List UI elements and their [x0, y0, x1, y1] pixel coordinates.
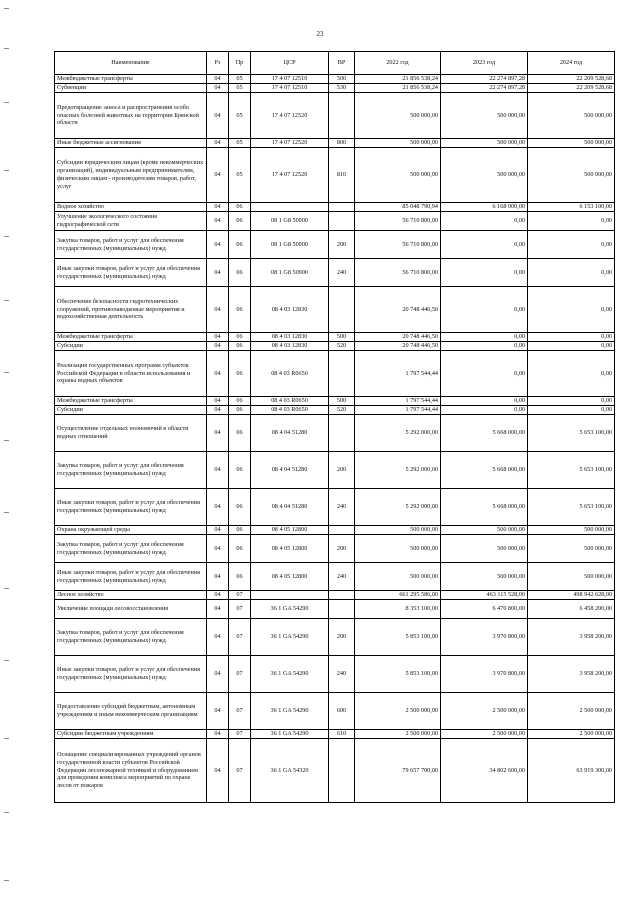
row-2023-cell: 0,00 — [441, 287, 528, 333]
row-2023-cell: 2 500 000,00 — [441, 693, 528, 730]
row-pr-cell: 07 — [229, 591, 251, 600]
row-vr-cell: 500 — [329, 333, 355, 342]
row-2023-cell: 5 668 000,00 — [441, 489, 528, 526]
table-row — [55, 342, 615, 351]
budget-table — [54, 51, 615, 803]
row-2024-cell: 500 000,00 — [528, 148, 615, 203]
row-rz-cell: 04 — [207, 406, 229, 415]
row-2024-cell: 6 458 200,00 — [528, 600, 615, 619]
row-2022-cell: 20 748 446,50 — [355, 333, 441, 342]
row-rz-cell: 04 — [207, 535, 229, 563]
row-name-cell: Закупка товаров, работ и услуг для обеспечения государственных (муниципальных) нужд — [55, 619, 207, 656]
table-row — [55, 489, 615, 526]
row-name-cell: Иные бюджетные ассигнования — [55, 139, 207, 148]
table-row — [55, 75, 615, 84]
row-vr-cell: 600 — [329, 693, 355, 730]
row-2023-cell: 500 000,00 — [441, 139, 528, 148]
row-rz-cell: 04 — [207, 231, 229, 259]
row-2022-cell: 85 048 790,94 — [355, 203, 441, 212]
row-2023-cell: 0,00 — [441, 212, 528, 231]
row-rz-cell: 04 — [207, 203, 229, 212]
header-2023: 2023 год — [441, 52, 528, 75]
row-2024-cell: 3 958 200,00 — [528, 619, 615, 656]
row-name-cell: Межбюджетные трансферты — [55, 333, 207, 342]
row-vr-cell: 500 — [329, 75, 355, 84]
row-vr-cell: 240 — [329, 656, 355, 693]
table-row — [55, 203, 615, 212]
row-csr-cell: 36 1 GA 54290 — [251, 600, 329, 619]
row-vr-cell — [329, 591, 355, 600]
header-rz: Рз — [207, 52, 229, 75]
table-row — [55, 452, 615, 489]
row-name-cell: Закупка товаров, работ и услуг для обеспечения государственных (муниципальных) нужд — [55, 231, 207, 259]
row-pr-cell: 06 — [229, 351, 251, 397]
row-2023-cell: 3 970 800,00 — [441, 656, 528, 693]
row-2024-cell: 500 000,00 — [528, 139, 615, 148]
row-2024-cell: 0,00 — [528, 231, 615, 259]
row-csr-cell: 08 4 03 12830 — [251, 287, 329, 333]
row-2022-cell: 20 748 446,50 — [355, 342, 441, 351]
row-2024-cell: 0,00 — [528, 351, 615, 397]
row-2024-cell: 3 958 200,00 — [528, 656, 615, 693]
row-2023-cell: 22 274 897,28 — [441, 84, 528, 93]
row-pr-cell: 06 — [229, 203, 251, 212]
row-pr-cell: 06 — [229, 452, 251, 489]
row-pr-cell: 06 — [229, 212, 251, 231]
row-csr-cell: 08 4 05 12800 — [251, 563, 329, 591]
row-csr-cell: 08 4 03 R0650 — [251, 351, 329, 397]
row-pr-cell: 06 — [229, 415, 251, 452]
row-pr-cell: 05 — [229, 75, 251, 84]
row-vr-cell — [329, 739, 355, 803]
table-row — [55, 619, 615, 656]
row-name-cell: Субсидии юридическим лицам (кроме некоммерческих организаций), индивидуальным предпринимателям, физическим лицам - производителям товаров, работ, услуг — [55, 148, 207, 203]
row-2023-cell: 3 970 800,00 — [441, 619, 528, 656]
row-name-cell: Улучшение экологического состояния гидрографической сети — [55, 212, 207, 231]
row-rz-cell: 04 — [207, 656, 229, 693]
row-rz-cell: 04 — [207, 600, 229, 619]
row-rz-cell: 04 — [207, 730, 229, 739]
table-row — [55, 212, 615, 231]
row-pr-cell: 06 — [229, 333, 251, 342]
row-name-cell: Закупка товаров, работ и услуг для обеспечения государственных (муниципальных) нужд — [55, 452, 207, 489]
row-vr-cell: 200 — [329, 535, 355, 563]
row-2023-cell: 500 000,00 — [441, 535, 528, 563]
row-2024-cell: 0,00 — [528, 342, 615, 351]
row-2024-cell: 6 153 100,00 — [528, 203, 615, 212]
row-2023-cell: 0,00 — [441, 342, 528, 351]
table-row — [55, 563, 615, 591]
row-vr-cell: 810 — [329, 148, 355, 203]
row-pr-cell: 07 — [229, 730, 251, 739]
row-name-cell: Субсидии — [55, 406, 207, 415]
table-row — [55, 259, 615, 287]
row-csr-cell: 17 4 07 12510 — [251, 84, 329, 93]
row-csr-cell: 17 4 07 12520 — [251, 93, 329, 139]
row-csr-cell: 08 4 05 12800 — [251, 535, 329, 563]
row-name-cell: Осуществление отдельных полномочий в области водных отношений — [55, 415, 207, 452]
row-csr-cell: 36 1 GA 54290 — [251, 693, 329, 730]
row-2024-cell: 2 500 000,00 — [528, 730, 615, 739]
row-2022-cell: 5 292 000,00 — [355, 415, 441, 452]
row-name-cell: Предотвращение заноса и распространения особо опасных болезней животных на территории Брянской области — [55, 93, 207, 139]
row-2023-cell: 0,00 — [441, 231, 528, 259]
row-2023-cell: 6 168 000,00 — [441, 203, 528, 212]
row-vr-cell — [329, 93, 355, 139]
row-2022-cell: 21 856 538,24 — [355, 84, 441, 93]
row-2023-cell: 34 802 600,00 — [441, 739, 528, 803]
row-2024-cell: 500 000,00 — [528, 93, 615, 139]
table-row — [55, 730, 615, 739]
row-2022-cell: 661 295 586,00 — [355, 591, 441, 600]
row-vr-cell: 530 — [329, 84, 355, 93]
table-row — [55, 656, 615, 693]
row-2022-cell: 5 853 100,00 — [355, 656, 441, 693]
row-2024-cell: 0,00 — [528, 397, 615, 406]
row-2022-cell: 5 292 000,00 — [355, 452, 441, 489]
row-2023-cell: 0,00 — [441, 397, 528, 406]
row-2023-cell: 0,00 — [441, 406, 528, 415]
row-name-cell: Закупка товаров, работ и услуг для обеспечения государственных (муниципальных) нужд — [55, 535, 207, 563]
row-vr-cell — [329, 415, 355, 452]
row-2023-cell: 500 000,00 — [441, 563, 528, 591]
row-vr-cell: 240 — [329, 489, 355, 526]
header-vr: ВР — [329, 52, 355, 75]
row-2023-cell: 5 668 000,00 — [441, 452, 528, 489]
row-name-cell: Межбюджетные трансферты — [55, 397, 207, 406]
row-csr-cell: 08 4 03 12830 — [251, 342, 329, 351]
row-pr-cell: 05 — [229, 93, 251, 139]
row-csr-cell: 36 1 GA 54290 — [251, 730, 329, 739]
row-csr-cell: 36 1 GA 54290 — [251, 619, 329, 656]
row-vr-cell — [329, 526, 355, 535]
row-pr-cell: 05 — [229, 148, 251, 203]
row-name-cell: Водное хозяйство — [55, 203, 207, 212]
header-2022: 2022 год — [355, 52, 441, 75]
row-2022-cell: 1 797 544,44 — [355, 351, 441, 397]
row-2023-cell: 500 000,00 — [441, 526, 528, 535]
row-csr-cell: 08 4 03 R0650 — [251, 406, 329, 415]
row-2023-cell: 5 668 000,00 — [441, 415, 528, 452]
row-name-cell: Иные закупки товаров, работ и услуг для обеспечения государственных (муниципальных) нужд — [55, 656, 207, 693]
table-row — [55, 415, 615, 452]
row-2023-cell: 22 274 897,28 — [441, 75, 528, 84]
row-pr-cell: 06 — [229, 489, 251, 526]
row-vr-cell: 240 — [329, 563, 355, 591]
row-csr-cell: 08 4 05 12800 — [251, 526, 329, 535]
row-2024-cell: 5 653 100,00 — [528, 415, 615, 452]
table-row — [55, 148, 615, 203]
row-2024-cell: 63 919 300,00 — [528, 739, 615, 803]
table-row — [55, 351, 615, 397]
row-2023-cell: 0,00 — [441, 333, 528, 342]
row-pr-cell: 06 — [229, 535, 251, 563]
row-2024-cell: 498 942 628,00 — [528, 591, 615, 600]
table-row — [55, 333, 615, 342]
table-row — [55, 397, 615, 406]
row-name-cell: Обеспечение безопасности гидротехнических сооружений, противопаводковые мероприятия и водохозяйственная деятельность — [55, 287, 207, 333]
row-2024-cell: 0,00 — [528, 333, 615, 342]
table-row — [55, 84, 615, 93]
row-vr-cell — [329, 287, 355, 333]
row-vr-cell — [329, 351, 355, 397]
row-2024-cell: 22 209 528,68 — [528, 75, 615, 84]
row-rz-cell: 04 — [207, 452, 229, 489]
row-2023-cell: 0,00 — [441, 351, 528, 397]
row-2022-cell: 2 500 000,00 — [355, 693, 441, 730]
row-vr-cell: 200 — [329, 231, 355, 259]
row-vr-cell: 520 — [329, 406, 355, 415]
row-vr-cell — [329, 203, 355, 212]
row-2024-cell: 0,00 — [528, 287, 615, 333]
row-2022-cell: 56 710 800,00 — [355, 212, 441, 231]
row-rz-cell: 04 — [207, 333, 229, 342]
row-pr-cell: 06 — [229, 287, 251, 333]
row-rz-cell: 04 — [207, 148, 229, 203]
row-rz-cell: 04 — [207, 591, 229, 600]
row-pr-cell: 05 — [229, 139, 251, 148]
row-vr-cell: 800 — [329, 139, 355, 148]
row-csr-cell: 08 4 04 51280 — [251, 452, 329, 489]
row-csr-cell: 17 4 07 12510 — [251, 75, 329, 84]
row-csr-cell — [251, 591, 329, 600]
table-row — [55, 406, 615, 415]
row-rz-cell: 04 — [207, 139, 229, 148]
scan-edge-marks — [2, 0, 10, 905]
row-pr-cell: 06 — [229, 526, 251, 535]
row-name-cell: Иные закупки товаров, работ и услуг для обеспечения государственных (муниципальных) нужд — [55, 489, 207, 526]
row-name-cell: Реализация государственных программ субъектов Российской Федерации в области использования и охраны водных объектов — [55, 351, 207, 397]
row-rz-cell: 04 — [207, 563, 229, 591]
row-rz-cell: 04 — [207, 212, 229, 231]
row-2024-cell: 500 000,00 — [528, 535, 615, 563]
row-2022-cell: 500 000,00 — [355, 93, 441, 139]
row-vr-cell — [329, 212, 355, 231]
row-2022-cell: 1 797 544,44 — [355, 397, 441, 406]
row-2024-cell: 0,00 — [528, 212, 615, 231]
row-pr-cell: 06 — [229, 406, 251, 415]
row-2023-cell: 2 500 000,00 — [441, 730, 528, 739]
row-csr-cell: 08 4 04 51280 — [251, 489, 329, 526]
row-vr-cell: 500 — [329, 397, 355, 406]
row-pr-cell: 07 — [229, 619, 251, 656]
row-2022-cell: 500 000,00 — [355, 563, 441, 591]
row-rz-cell: 04 — [207, 397, 229, 406]
row-rz-cell: 04 — [207, 415, 229, 452]
row-2023-cell: 0,00 — [441, 259, 528, 287]
row-vr-cell: 610 — [329, 730, 355, 739]
row-csr-cell: 08 4 03 R0650 — [251, 397, 329, 406]
row-csr-cell — [251, 203, 329, 212]
row-2022-cell: 20 748 446,50 — [355, 287, 441, 333]
row-pr-cell: 07 — [229, 600, 251, 619]
row-2024-cell: 2 500 000,00 — [528, 693, 615, 730]
row-name-cell: Охрана окружающей среды — [55, 526, 207, 535]
row-vr-cell: 200 — [329, 619, 355, 656]
table-row — [55, 231, 615, 259]
row-pr-cell: 06 — [229, 342, 251, 351]
row-csr-cell: 36 1 GA 54320 — [251, 739, 329, 803]
row-2022-cell: 8 353 100,00 — [355, 600, 441, 619]
row-2022-cell: 21 856 538,24 — [355, 75, 441, 84]
row-csr-cell: 08 4 03 12830 — [251, 333, 329, 342]
row-name-cell: Межбюджетные трансферты — [55, 75, 207, 84]
row-2023-cell: 500 000,00 — [441, 93, 528, 139]
row-rz-cell: 04 — [207, 619, 229, 656]
header-csr: ЦСР — [251, 52, 329, 75]
row-2024-cell: 22 209 528,68 — [528, 84, 615, 93]
table-row — [55, 535, 615, 563]
table-row — [55, 139, 615, 148]
header-pr: Пр — [229, 52, 251, 75]
row-vr-cell: 520 — [329, 342, 355, 351]
row-2022-cell: 5 853 100,00 — [355, 619, 441, 656]
row-2024-cell: 500 000,00 — [528, 563, 615, 591]
row-2022-cell: 500 000,00 — [355, 139, 441, 148]
table-row — [55, 287, 615, 333]
row-csr-cell: 17 4 07 12520 — [251, 148, 329, 203]
row-2022-cell: 500 000,00 — [355, 535, 441, 563]
row-2023-cell: 6 470 800,00 — [441, 600, 528, 619]
row-csr-cell: 08 4 04 51280 — [251, 415, 329, 452]
row-2024-cell: 0,00 — [528, 406, 615, 415]
row-vr-cell — [329, 600, 355, 619]
row-name-cell: Увеличение площади лесовосстановления — [55, 600, 207, 619]
row-pr-cell: 06 — [229, 259, 251, 287]
row-2024-cell: 500 000,00 — [528, 526, 615, 535]
row-rz-cell: 04 — [207, 93, 229, 139]
row-2022-cell: 1 797 544,44 — [355, 406, 441, 415]
row-csr-cell: 08 1 G8 50900 — [251, 259, 329, 287]
row-2022-cell: 2 500 000,00 — [355, 730, 441, 739]
row-pr-cell: 07 — [229, 693, 251, 730]
header-name: Наименование — [55, 52, 207, 75]
row-csr-cell: 08 1 G8 50900 — [251, 212, 329, 231]
row-rz-cell: 04 — [207, 75, 229, 84]
row-pr-cell: 06 — [229, 563, 251, 591]
table-row — [55, 600, 615, 619]
row-pr-cell: 06 — [229, 231, 251, 259]
row-vr-cell: 200 — [329, 452, 355, 489]
row-pr-cell: 05 — [229, 84, 251, 93]
table-row — [55, 591, 615, 600]
row-rz-cell: 04 — [207, 526, 229, 535]
row-rz-cell: 04 — [207, 84, 229, 93]
row-rz-cell: 04 — [207, 287, 229, 333]
row-name-cell: Иные закупки товаров, работ и услуг для обеспечения государственных (муниципальных) нужд — [55, 563, 207, 591]
row-2022-cell: 56 710 800,00 — [355, 231, 441, 259]
table-header-row — [55, 52, 615, 75]
row-name-cell: Предоставление субсидий бюджетным, автономным учреждениям и иным некоммерческим организациям — [55, 693, 207, 730]
row-csr-cell: 08 1 G8 50900 — [251, 231, 329, 259]
row-2022-cell: 56 710 800,00 — [355, 259, 441, 287]
row-name-cell: Субвенции — [55, 84, 207, 93]
row-2023-cell: 500 000,00 — [441, 148, 528, 203]
row-rz-cell: 04 — [207, 342, 229, 351]
row-name-cell: Иные закупки товаров, работ и услуг для обеспечения государственных (муниципальных) нужд — [55, 259, 207, 287]
row-2024-cell: 5 653 100,00 — [528, 452, 615, 489]
row-2023-cell: 463 115 528,00 — [441, 591, 528, 600]
table-row — [55, 526, 615, 535]
page-number: 23 — [316, 30, 324, 38]
row-name-cell: Оснащение специализированных учреждений органов государственной власти субъектов Российской Федерации лесопожарной техникой и оборудованием для проведения комплекса мероприятий по охране лесов от пожаров — [55, 739, 207, 803]
row-name-cell: Субсидии — [55, 342, 207, 351]
header-2024: 2024 год — [528, 52, 615, 75]
row-rz-cell: 04 — [207, 693, 229, 730]
row-vr-cell: 240 — [329, 259, 355, 287]
row-2022-cell: 79 657 700,00 — [355, 739, 441, 803]
row-csr-cell: 17 4 07 12520 — [251, 139, 329, 148]
row-pr-cell: 06 — [229, 397, 251, 406]
row-2022-cell: 500 000,00 — [355, 526, 441, 535]
table-row — [55, 739, 615, 803]
row-rz-cell: 04 — [207, 489, 229, 526]
row-name-cell: Лесное хозяйство — [55, 591, 207, 600]
row-rz-cell: 04 — [207, 351, 229, 397]
row-2024-cell: 5 653 100,00 — [528, 489, 615, 526]
row-rz-cell: 04 — [207, 259, 229, 287]
row-2022-cell: 5 292 000,00 — [355, 489, 441, 526]
row-csr-cell: 36 1 GA 54290 — [251, 656, 329, 693]
row-2024-cell: 0,00 — [528, 259, 615, 287]
table-row — [55, 93, 615, 139]
table-row — [55, 693, 615, 730]
row-name-cell: Субсидии бюджетным учреждениям — [55, 730, 207, 739]
row-rz-cell: 04 — [207, 739, 229, 803]
row-pr-cell: 07 — [229, 739, 251, 803]
row-2022-cell: 500 000,00 — [355, 148, 441, 203]
row-pr-cell: 07 — [229, 656, 251, 693]
